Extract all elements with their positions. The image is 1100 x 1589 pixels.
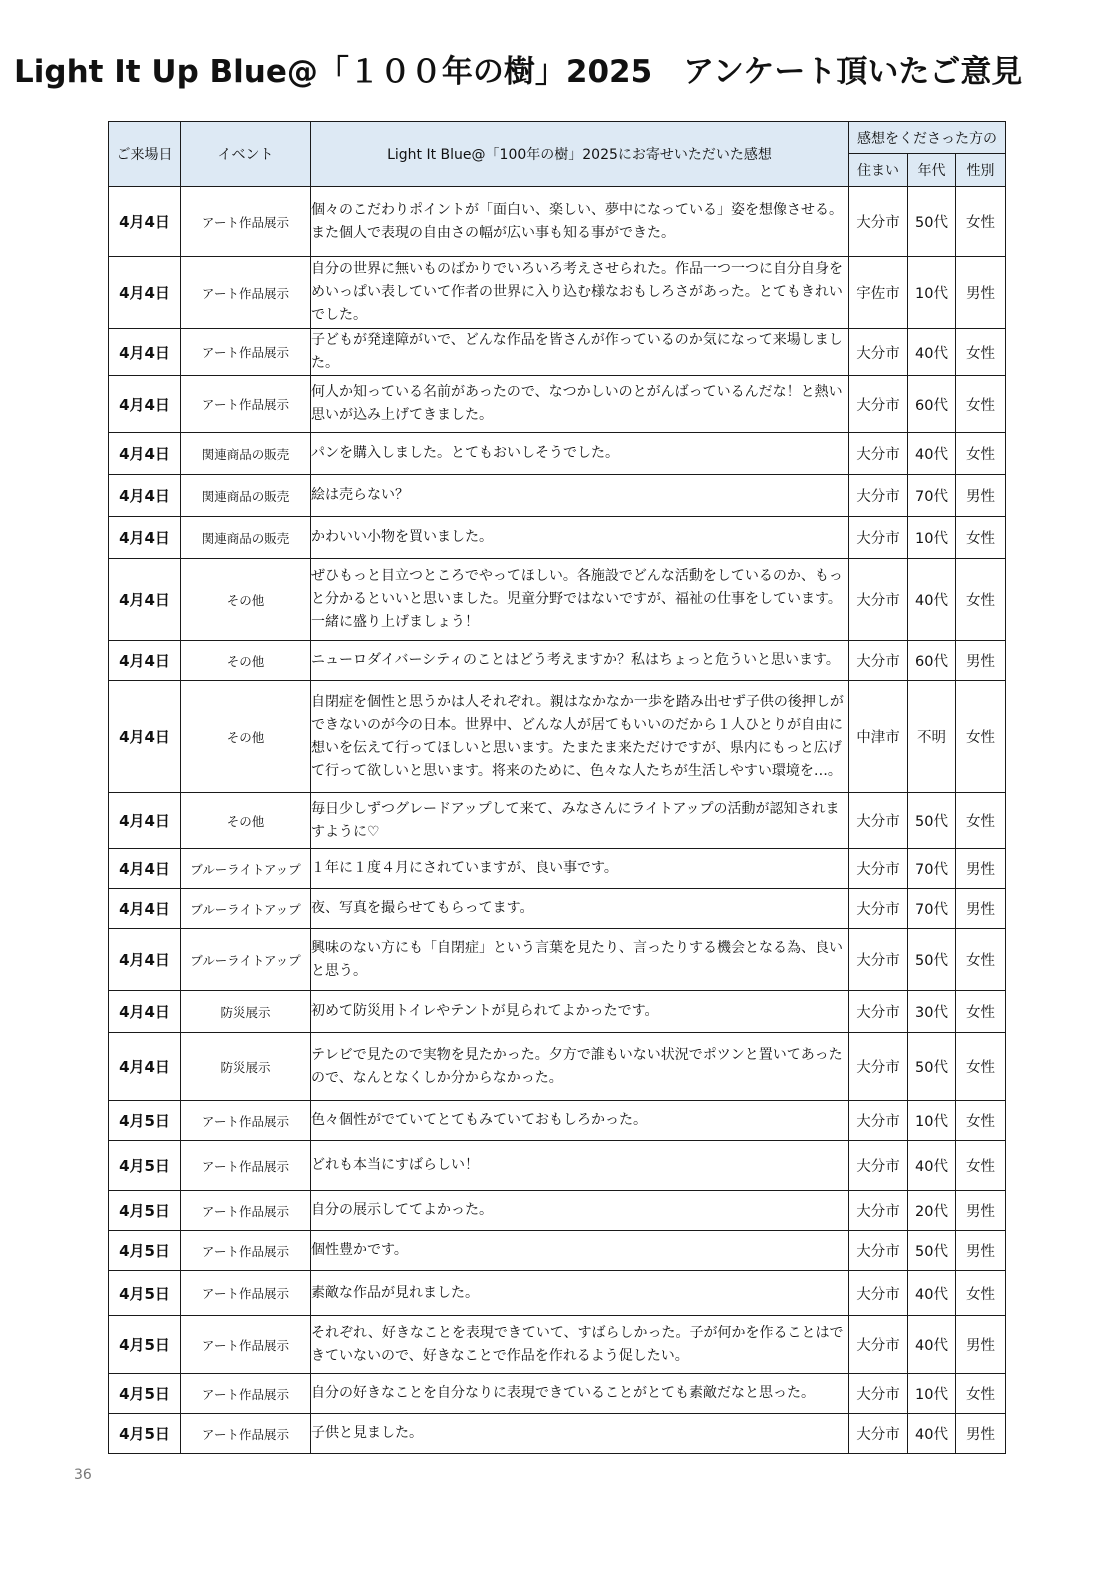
row-comment: 色々個性がでていてとてもみていておもしろかった。 <box>311 1101 849 1141</box>
table-body <box>109 187 1006 1454</box>
row-age: 70代 <box>908 475 956 517</box>
row-event: アート作品展示 <box>181 1141 311 1191</box>
row-residence: 宇佐市 <box>849 257 908 329</box>
row-residence: 中津市 <box>849 681 908 793</box>
row-date: 4月4日 <box>109 376 181 433</box>
table-row <box>109 475 1006 517</box>
table-row <box>109 433 1006 475</box>
row-comment: 子供と見ました。 <box>311 1414 849 1454</box>
table-row <box>109 1191 1006 1231</box>
row-age: 40代 <box>908 1316 956 1374</box>
row-age: 10代 <box>908 1374 956 1414</box>
row-event: アート作品展示 <box>181 187 311 257</box>
row-date: 4月5日 <box>109 1141 181 1191</box>
row-gender: 女性 <box>956 329 1006 376</box>
row-gender: 女性 <box>956 991 1006 1033</box>
row-residence: 大分市 <box>849 1231 908 1271</box>
row-event: 防災展示 <box>181 1033 311 1101</box>
row-event: ブルーライトアップ <box>181 929 311 991</box>
row-comment: ニューロダイバーシティのことはどう考えますか？私はちょっと危ういと思います。 <box>311 641 849 681</box>
row-gender: 女性 <box>956 1141 1006 1191</box>
row-event: アート作品展示 <box>181 257 311 329</box>
row-event: 関連商品の販売 <box>181 517 311 559</box>
row-event: ブルーライトアップ <box>181 889 311 929</box>
row-residence: 大分市 <box>849 1271 908 1316</box>
row-residence: 大分市 <box>849 1316 908 1374</box>
row-age: 40代 <box>908 1271 956 1316</box>
row-residence: 大分市 <box>849 559 908 641</box>
row-date: 4月4日 <box>109 433 181 475</box>
table-row <box>109 793 1006 849</box>
table-row <box>109 187 1006 257</box>
row-comment: 絵は売らない？ <box>311 475 849 517</box>
table-row <box>109 517 1006 559</box>
table-row <box>109 376 1006 433</box>
table-row <box>109 1414 1006 1454</box>
row-gender: 女性 <box>956 1374 1006 1414</box>
row-date: 4月4日 <box>109 1033 181 1101</box>
row-gender: 女性 <box>956 681 1006 793</box>
row-date: 4月5日 <box>109 1374 181 1414</box>
row-age: 60代 <box>908 376 956 433</box>
row-residence: 大分市 <box>849 889 908 929</box>
row-age: 70代 <box>908 889 956 929</box>
header-comment: Light It Blue@「100年の樹」2025にお寄せいただいた感想 <box>311 122 849 187</box>
row-date: 4月4日 <box>109 991 181 1033</box>
row-event: 関連商品の販売 <box>181 433 311 475</box>
row-residence: 大分市 <box>849 793 908 849</box>
row-comment: それぞれ、好きなことを表現できていて、すばらしかった。子が何かを作ることはできていないので、好きなことで作品を作れるよう促したい。 <box>311 1316 849 1374</box>
row-event: 防災展示 <box>181 991 311 1033</box>
table-row <box>109 1374 1006 1414</box>
row-age: 60代 <box>908 641 956 681</box>
header-residence: 住まい <box>849 154 908 187</box>
row-comment: 初めて防災用トイレやテントが見られてよかったです。 <box>311 991 849 1033</box>
row-event: 関連商品の販売 <box>181 475 311 517</box>
table-row <box>109 1141 1006 1191</box>
row-comment: 素敵な作品が見れました。 <box>311 1271 849 1316</box>
row-residence: 大分市 <box>849 1414 908 1454</box>
row-gender: 女性 <box>956 187 1006 257</box>
row-age: 10代 <box>908 517 956 559</box>
row-event: アート作品展示 <box>181 1414 311 1454</box>
row-gender: 男性 <box>956 1414 1006 1454</box>
row-event: アート作品展示 <box>181 1191 311 1231</box>
row-age: 50代 <box>908 793 956 849</box>
row-residence: 大分市 <box>849 376 908 433</box>
row-event: アート作品展示 <box>181 1231 311 1271</box>
row-date: 4月4日 <box>109 641 181 681</box>
row-age: 40代 <box>908 559 956 641</box>
row-date: 4月4日 <box>109 889 181 929</box>
row-age: 50代 <box>908 1033 956 1101</box>
row-gender: 男性 <box>956 641 1006 681</box>
row-gender: 男性 <box>956 849 1006 889</box>
row-age: 10代 <box>908 257 956 329</box>
row-residence: 大分市 <box>849 1141 908 1191</box>
row-date: 4月4日 <box>109 257 181 329</box>
row-gender: 男性 <box>956 1231 1006 1271</box>
row-event: アート作品展示 <box>181 1374 311 1414</box>
row-age: 20代 <box>908 1191 956 1231</box>
row-gender: 女性 <box>956 559 1006 641</box>
table-row <box>109 559 1006 641</box>
table-row <box>109 641 1006 681</box>
row-gender: 女性 <box>956 1271 1006 1316</box>
row-event: その他 <box>181 681 311 793</box>
row-date: 4月4日 <box>109 187 181 257</box>
row-comment: ぜひもっと目立つところでやってほしい。各施設でどんな活動をしているのか、もっと分かるといいと思いました。児童分野ではないですが、福祉の仕事をしています。一緒に盛り上げましょう！ <box>311 559 849 641</box>
row-gender: 男性 <box>956 1191 1006 1231</box>
row-gender: 女性 <box>956 376 1006 433</box>
header-respondent: 感想をくださった方の <box>849 122 1006 154</box>
row-date: 4月5日 <box>109 1231 181 1271</box>
table-row <box>109 1101 1006 1141</box>
row-date: 4月5日 <box>109 1101 181 1141</box>
row-gender: 男性 <box>956 475 1006 517</box>
row-date: 4月4日 <box>109 849 181 889</box>
row-age: 70代 <box>908 849 956 889</box>
row-comment: 夜、写真を撮らせてもらってます。 <box>311 889 849 929</box>
header-date: ご来場日 <box>109 122 181 187</box>
table-row <box>109 681 1006 793</box>
page-number: 36 <box>74 1467 92 1483</box>
row-comment: かわいい小物を買いました。 <box>311 517 849 559</box>
row-comment: 自閉症を個性と思うかは人それぞれ。親はなかなか一歩を踏み出せず子供の後押しができないのが今の日本。世界中、どんな人が居てもいいのだから１人ひとりが自由に想いを伝えて行ってほしいと思います。たまたま来ただけですが、県内にもっと広げて行って欲しいと思います。将来のために、色々な人たちが生活しやすい環境を…。 <box>311 681 849 793</box>
row-residence: 大分市 <box>849 1374 908 1414</box>
row-gender: 女性 <box>956 793 1006 849</box>
row-residence: 大分市 <box>849 929 908 991</box>
row-comment: 自分の展示しててよかった。 <box>311 1191 849 1231</box>
row-date: 4月5日 <box>109 1271 181 1316</box>
row-age: 不明 <box>908 681 956 793</box>
table-row <box>109 1316 1006 1374</box>
row-gender: 男性 <box>956 1316 1006 1374</box>
row-date: 4月4日 <box>109 929 181 991</box>
row-residence: 大分市 <box>849 433 908 475</box>
row-residence: 大分市 <box>849 849 908 889</box>
table-row <box>109 849 1006 889</box>
row-event: アート作品展示 <box>181 376 311 433</box>
row-comment: 個々のこだわりポイントが「面白い、楽しい、夢中になっている」姿を想像させる。また個人で表現の自由さの幅が広い事も知る事ができた。 <box>311 187 849 257</box>
row-event: その他 <box>181 641 311 681</box>
header-event: イベント <box>181 122 311 187</box>
row-comment: パンを購入しました。とてもおいしそうでした。 <box>311 433 849 475</box>
table-row <box>109 991 1006 1033</box>
row-date: 4月4日 <box>109 517 181 559</box>
row-gender: 女性 <box>956 433 1006 475</box>
row-comment: テレビで見たので実物を見たかった。夕方で誰もいない状況でポツンと置いてあったので、なんとなくしか分からなかった。 <box>311 1033 849 1101</box>
row-comment: １年に１度４月にされていますが、良い事です。 <box>311 849 849 889</box>
row-gender: 女性 <box>956 1033 1006 1101</box>
row-residence: 大分市 <box>849 991 908 1033</box>
table-row <box>109 889 1006 929</box>
row-event: アート作品展示 <box>181 1101 311 1141</box>
row-age: 10代 <box>908 1101 956 1141</box>
row-residence: 大分市 <box>849 641 908 681</box>
row-gender: 男性 <box>956 889 1006 929</box>
row-residence: 大分市 <box>849 475 908 517</box>
row-event: その他 <box>181 559 311 641</box>
survey-table <box>108 121 1006 1454</box>
row-residence: 大分市 <box>849 1101 908 1141</box>
table-row <box>109 329 1006 376</box>
row-event: アート作品展示 <box>181 1316 311 1374</box>
row-gender: 男性 <box>956 257 1006 329</box>
row-event: アート作品展示 <box>181 329 311 376</box>
row-age: 50代 <box>908 1231 956 1271</box>
row-date: 4月5日 <box>109 1414 181 1454</box>
row-age: 40代 <box>908 1141 956 1191</box>
row-date: 4月4日 <box>109 559 181 641</box>
row-date: 4月4日 <box>109 681 181 793</box>
row-event: アート作品展示 <box>181 1271 311 1316</box>
row-date: 4月5日 <box>109 1191 181 1231</box>
row-comment: 個性豊かです。 <box>311 1231 849 1271</box>
row-residence: 大分市 <box>849 1033 908 1101</box>
row-comment: 子どもが発達障がいで、どんな作品を皆さんが作っているのか気になって来場しました。 <box>311 329 849 376</box>
table-row <box>109 257 1006 329</box>
row-comment: 毎日少しずつグレードアップして来て、みなさんにライトアップの活動が認知されますように♡ <box>311 793 849 849</box>
row-residence: 大分市 <box>849 329 908 376</box>
row-event: その他 <box>181 793 311 849</box>
row-date: 4月4日 <box>109 793 181 849</box>
row-gender: 女性 <box>956 929 1006 991</box>
table-row <box>109 1271 1006 1316</box>
row-date: 4月5日 <box>109 1316 181 1374</box>
row-age: 50代 <box>908 929 956 991</box>
row-comment: 自分の世界に無いものばかりでいろいろ考えさせられた。作品一つ一つに自分自身をめいっぱい表していて作者の世界に入り込む様なおもしろさがあった。とてもきれいでした。 <box>311 257 849 329</box>
table-row <box>109 1231 1006 1271</box>
row-residence: 大分市 <box>849 517 908 559</box>
row-gender: 女性 <box>956 1101 1006 1141</box>
row-comment: 興味のない方にも「自閉症」という言葉を見たり、言ったりする機会となる為、良いと思う。 <box>311 929 849 991</box>
row-age: 40代 <box>908 433 956 475</box>
row-event: ブルーライトアップ <box>181 849 311 889</box>
row-age: 40代 <box>908 1414 956 1454</box>
page-title: Light It Up Blue@「１００年の樹」2025 アンケート頂いたご意見 <box>14 54 1023 90</box>
row-comment: 自分の好きなことを自分なりに表現できていることがとても素敵だなと思った。 <box>311 1374 849 1414</box>
row-residence: 大分市 <box>849 1191 908 1231</box>
header-age: 年代 <box>908 154 956 187</box>
header-gender: 性別 <box>956 154 1006 187</box>
row-residence: 大分市 <box>849 187 908 257</box>
row-date: 4月4日 <box>109 475 181 517</box>
row-comment: どれも本当にすばらしい！ <box>311 1141 849 1191</box>
row-age: 40代 <box>908 329 956 376</box>
row-gender: 女性 <box>956 517 1006 559</box>
row-date: 4月4日 <box>109 329 181 376</box>
table-row <box>109 929 1006 991</box>
row-age: 30代 <box>908 991 956 1033</box>
table-header <box>109 122 1006 187</box>
table-row <box>109 1033 1006 1101</box>
row-age: 50代 <box>908 187 956 257</box>
row-comment: 何人か知っている名前があったので、なつかしいのとがんばっているんだな！と熱い思いが込み上げてきました。 <box>311 376 849 433</box>
